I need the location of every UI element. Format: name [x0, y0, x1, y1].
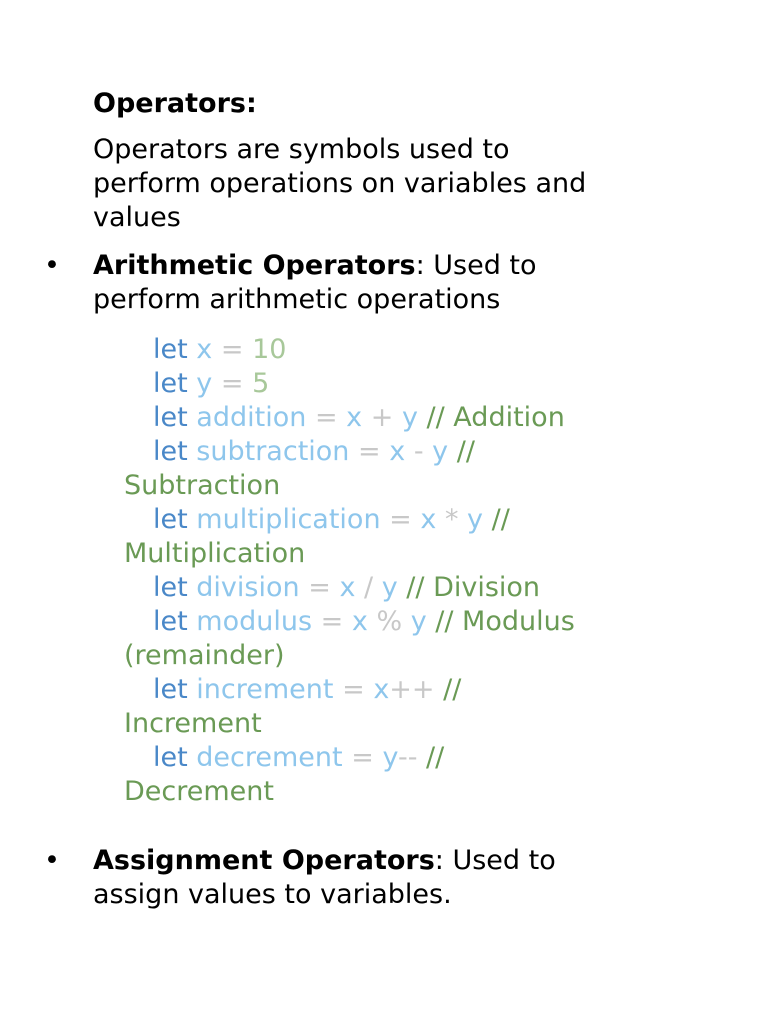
code-variable: division [196, 572, 300, 603]
code-comment: // [456, 436, 475, 467]
bullet-marker: • [44, 845, 60, 876]
code-comment: // Addition [426, 402, 565, 433]
code-operator: * [444, 504, 459, 535]
code-operator: % [376, 606, 403, 637]
code-operator: = [308, 572, 331, 603]
bullet-item-assignment [93, 844, 733, 912]
code-variable: increment [196, 674, 334, 705]
code-operator: -- [397, 742, 418, 773]
code-line [124, 333, 744, 367]
code-keyword: let [153, 742, 188, 773]
code-comment: Increment [124, 708, 262, 739]
code-line [124, 367, 744, 401]
code-variable: x [339, 572, 356, 603]
code-keyword: let [153, 368, 188, 399]
code-comment: Multiplication [124, 538, 306, 569]
code-variable: y [432, 436, 449, 467]
code-variable: x [373, 674, 390, 705]
code-comment: // Division [406, 572, 541, 603]
bullet-description: : Used to [415, 250, 537, 281]
code-comment: (remainder) [124, 640, 285, 671]
code-variable: x [389, 436, 406, 467]
intro-line: values [93, 202, 181, 233]
code-operator: = [314, 402, 338, 433]
code-line [124, 673, 744, 707]
code-comment: // [443, 674, 462, 705]
code-variable: y [382, 742, 398, 773]
code-keyword: let [153, 572, 188, 603]
code-variable: subtraction [196, 436, 350, 467]
code-variable: y [196, 368, 213, 399]
code-operator: - [413, 436, 424, 467]
code-keyword: let [153, 402, 188, 433]
code-variable: y [467, 504, 484, 535]
code-variable: x [420, 504, 437, 535]
code-line [124, 435, 744, 469]
code-line [124, 401, 744, 435]
intro-line: perform operations on variables and [93, 168, 587, 199]
code-variable: x [346, 402, 363, 433]
code-operator: / [364, 572, 374, 603]
code-comment: // [426, 742, 445, 773]
code-number: 10 [252, 334, 287, 365]
bullet-description: assign values to variables. [93, 879, 452, 910]
code-variable: y [381, 572, 398, 603]
code-variable: addition [196, 402, 307, 433]
code-comment: Subtraction [124, 470, 281, 501]
intro-paragraph [93, 133, 733, 235]
code-variable: modulus [196, 606, 313, 637]
code-operator: = [358, 436, 381, 467]
code-operator: = [220, 368, 244, 399]
code-keyword: let [153, 606, 188, 637]
code-comment: // Modulus [435, 606, 575, 637]
code-operator: = [389, 504, 412, 535]
bullet-description: : Used to [434, 845, 556, 876]
code-keyword: let [153, 436, 188, 467]
bullet-marker: • [44, 250, 60, 281]
code-variable: y [410, 606, 427, 637]
code-comment: // [491, 504, 510, 535]
code-operator: + [370, 402, 394, 433]
code-operator: = [351, 742, 374, 773]
bullet-item-arithmetic [93, 249, 733, 317]
code-variable: decrement [196, 742, 343, 773]
code-line [124, 503, 744, 537]
code-keyword: let [153, 334, 188, 365]
code-variable: x [196, 334, 213, 365]
code-number: 5 [252, 368, 270, 399]
code-comment: Decrement [124, 776, 274, 807]
code-keyword: let [153, 674, 188, 705]
code-block [124, 333, 744, 809]
bullet-description: perform arithmetic operations [93, 284, 501, 315]
bullet-title: Arithmetic Operators [93, 250, 416, 281]
section-heading: Operators: [93, 88, 257, 119]
code-operator: = [342, 674, 365, 705]
code-operator: ++ [389, 674, 435, 705]
code-line [124, 571, 744, 605]
intro-line: Operators are symbols used to [93, 134, 510, 165]
code-variable: y [401, 402, 418, 433]
code-line [124, 605, 744, 639]
bullet-title: Assignment Operators [93, 845, 435, 876]
code-line [124, 741, 744, 775]
code-operator: = [320, 606, 344, 637]
code-operator: = [220, 334, 244, 365]
code-keyword: let [153, 504, 188, 535]
code-variable: multiplication [196, 504, 381, 535]
code-variable: x [351, 606, 368, 637]
